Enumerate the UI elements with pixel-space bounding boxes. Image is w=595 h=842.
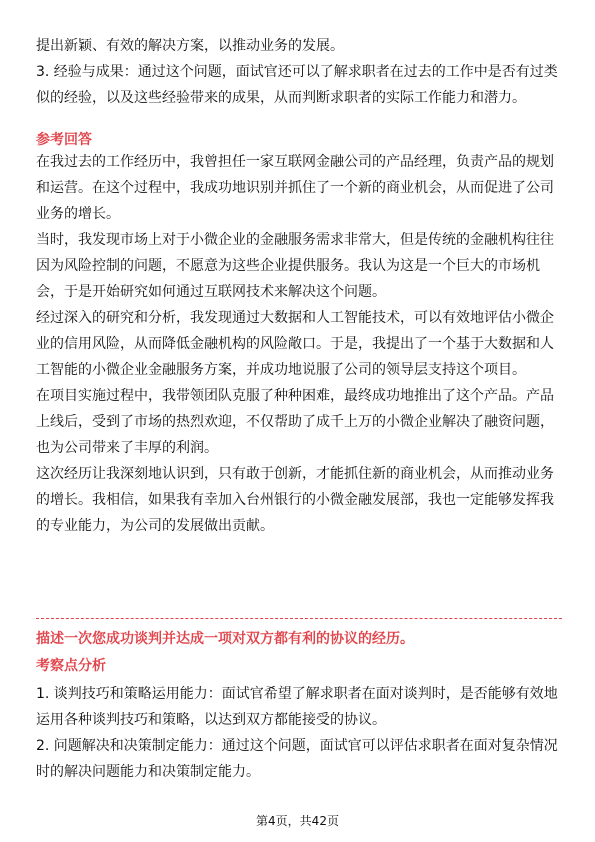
answer-paragraph: 经过深入的研究和分析，我发现通过大数据和人工智能技术，可以有效地评估小微企业的信用风险，从而降低金融机构的风险敞口。于是，我提出了一个基于大数据和人工智能的小微企业金融服务方案，并成功地说服了公司的领导层支持这个项目。	[36, 310, 554, 378]
answer-body	[36, 149, 562, 539]
analysis-heading: 考察点分析	[36, 658, 106, 674]
answer-paragraph: 这次经历让我深刻地认识到，只有敢于创新，才能抓住新的商业机会，从而推动业务的增长。我相信，如果我有幸加入台州银行的小微金融发展部，我也一定能够发挥我的专业能力，为公司的发展做出贡献。	[36, 466, 554, 534]
answer-paragraph: 在我过去的工作经历中，我曾担任一家互联网金融公司的产品经理，负责产品的规划和运营。在这个过程中，我成功地识别并抓住了一个新的商业机会，从而促进了公司业务的增长。	[36, 154, 554, 222]
analysis-item: 1. 谈判技巧和策略运用能力：面试官希望了解求职者在面对谈判时，是否能够有效地运用各种谈判技巧和策略，以达到双方都能接受的协议。	[36, 686, 558, 728]
intro-item-3: 3. 经验与成果：通过这个问题，面试官还可以了解求职者在过去的工作中是否有过类似的经验，以及这些经验带来的成果，从而判断求职者的实际工作能力和潜力。	[36, 64, 558, 106]
question-section	[36, 628, 562, 650]
analysis-body	[36, 681, 562, 785]
question-title: 描述一次您成功谈判并达成一项对双方都有利的协议的经历。	[36, 631, 414, 647]
answer-section	[36, 129, 562, 151]
answer-paragraph: 当时，我发现市场上对于小微企业的金融服务需求非常大，但是传统的金融机构往往因为风险控制的问题，不愿意为这些企业提供服务。我认为这是一个巨大的市场机会，于是开始研究如何通过互联网技术来解决这个问题。	[36, 232, 554, 300]
page-number: 第4页，共42页	[256, 814, 339, 828]
answer-heading: 参考回答	[36, 132, 92, 148]
intro-line: 提出新颖、有效的解决方案，以推动业务的发展。	[36, 38, 344, 54]
analysis-section	[36, 655, 562, 677]
intro-section	[36, 33, 562, 111]
answer-paragraph: 在项目实施过程中，我带领团队克服了种种困难，最终成功地推出了这个产品。产品上线后，受到了市场的热烈欢迎，不仅帮助了成千上万的小微企业解决了融资问题，也为公司带来了丰厚的利润。	[36, 388, 554, 456]
analysis-item: 2. 问题解决和决策制定能力：通过这个问题，面试官可以评估求职者在面对复杂情况时的解决问题能力和决策制定能力。	[36, 738, 558, 780]
section-divider	[36, 618, 562, 619]
